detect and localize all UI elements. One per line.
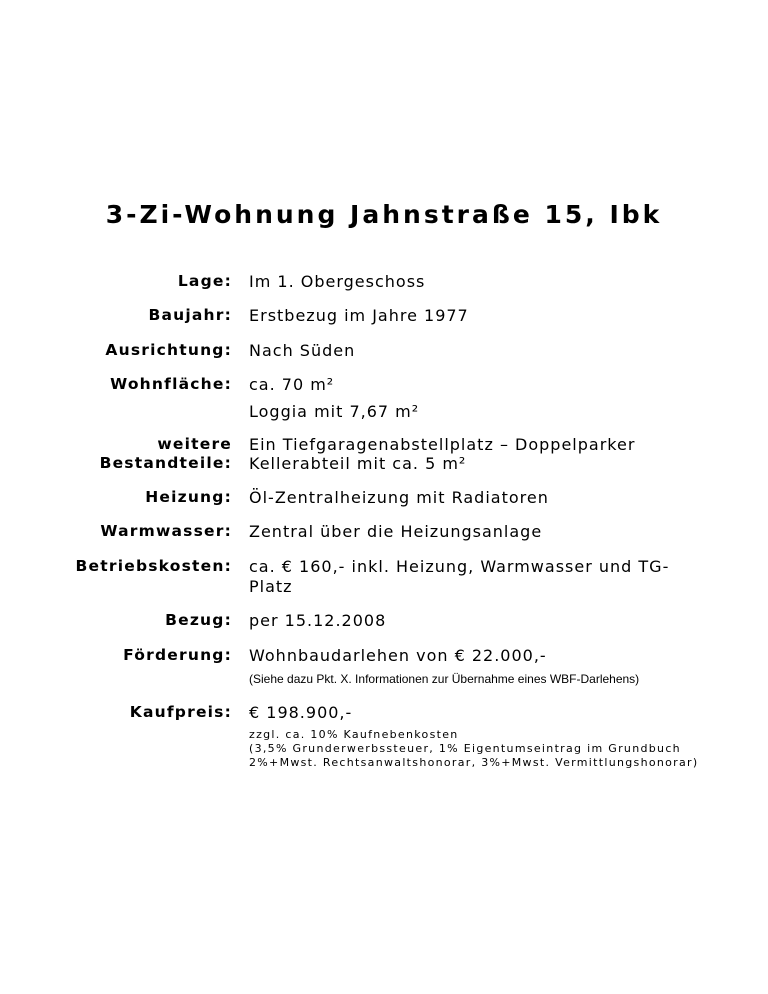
value-wohnflaeche: ca. 70 m²	[249, 375, 335, 394]
value-lage: Im 1. Obergeschoss	[249, 272, 426, 291]
value-betriebskosten-line2: Platz	[249, 577, 293, 596]
label-bestandteile-line1: weitere	[157, 435, 232, 453]
label-heizung: Heizung:	[145, 488, 232, 506]
value-betriebskosten-line1: ca. € 160,- inkl. Heizung, Warmwasser und TG-	[249, 557, 670, 576]
value-bestandteile-line1: Ein Tiefgaragenabstellplatz – Doppelparker	[249, 435, 636, 454]
label-betriebskosten: Betriebskosten:	[75, 557, 232, 575]
foerderung-note: (Siehe dazu Pkt. X. Informationen zur Übernahme eines WBF-Darlehens)	[249, 672, 640, 686]
kaufpreis-note-line1: zzgl. ca. 10% Kaufnebenkosten	[249, 728, 459, 741]
label-baujahr: Baujahr:	[148, 306, 232, 324]
label-wohnflaeche: Wohnfläche:	[110, 375, 232, 393]
value-bezug: per 15.12.2008	[249, 611, 387, 630]
value-ausrichtung: Nach Süden	[249, 341, 356, 360]
label-warmwasser: Warmwasser:	[100, 522, 232, 540]
label-foerderung: Förderung:	[123, 646, 232, 664]
label-bezug: Bezug:	[165, 611, 232, 629]
kaufpreis-note-line3: 2%+Mwst. Rechtsanwaltshonorar, 3%+Mwst. Vermittlungshonorar)	[249, 756, 699, 769]
label-kaufpreis: Kaufpreis:	[129, 703, 232, 721]
label-lage: Lage:	[177, 272, 232, 290]
value-baujahr: Erstbezug im Jahre 1977	[249, 306, 469, 325]
value-loggia: Loggia mit 7,67 m²	[249, 402, 420, 421]
label-ausrichtung: Ausrichtung:	[105, 341, 232, 359]
value-foerderung: Wohnbaudarlehen von € 22.000,-	[249, 646, 547, 665]
label-bestandteile-line2: Bestandteile:	[99, 454, 232, 472]
value-warmwasser: Zentral über die Heizungsanlage	[249, 522, 543, 541]
value-bestandteile-line2: Kellerabteil mit ca. 5 m²	[249, 454, 467, 473]
value-kaufpreis: € 198.900,-	[249, 703, 353, 722]
value-heizung: Öl-Zentralheizung mit Radiatoren	[249, 488, 549, 507]
kaufpreis-note-line2: (3,5% Grunderwerbssteuer, 1% Eigentumseintrag im Grundbuch	[249, 742, 681, 755]
page-title: 3-Zi-Wohnung Jahnstraße 15, Ibk	[105, 200, 663, 229]
